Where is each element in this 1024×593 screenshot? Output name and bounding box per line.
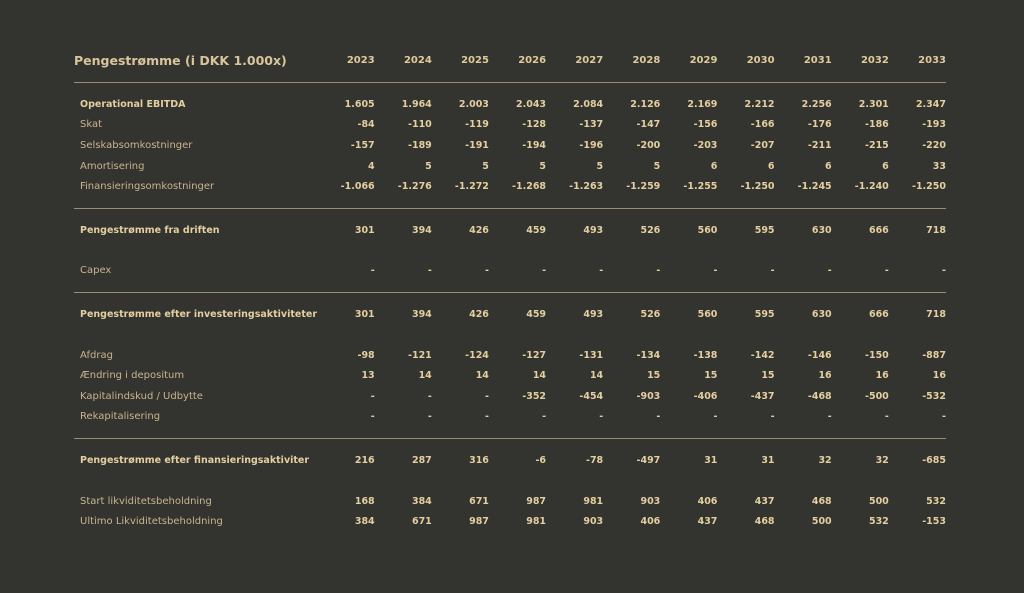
value-cell-2028: 15 — [647, 370, 661, 382]
year-header-2030: 2030 — [717, 48, 774, 83]
value-cell-2026: -1.268 — [512, 181, 547, 193]
value-cell-2031: 32 — [818, 454, 832, 466]
value-cell-2032: 666 — [868, 224, 889, 236]
value-cell-2025: 671 — [469, 495, 489, 507]
value-cell-2032: -1.240 — [854, 181, 889, 193]
value-cell-2028: - — [656, 411, 661, 423]
value-cell-2031: - — [827, 411, 832, 423]
spacer-cell — [74, 281, 946, 293]
section-spacer — [74, 197, 946, 209]
value-cell-2033: -532 — [922, 390, 946, 402]
year-header-2023: 2023 — [318, 48, 375, 83]
value-cell-2025: 426 — [469, 224, 489, 236]
value-cell-2030: 595 — [754, 308, 775, 320]
value-cell-2033: -685 — [922, 454, 946, 466]
value-cell-2033: 718 — [926, 224, 946, 236]
row-label: Ændring i depositum — [80, 370, 185, 382]
value-cell-2031: 468 — [811, 495, 832, 507]
value-cell-2031: 630 — [811, 224, 832, 236]
value-cell-2033: 718 — [926, 308, 946, 320]
value-cell-2025: -191 — [465, 139, 489, 151]
table-row — [74, 176, 946, 197]
spacer-cell — [74, 427, 946, 439]
value-cell-2028: 5 — [653, 160, 661, 172]
value-cell-2030: 595 — [754, 224, 775, 236]
table-row — [74, 304, 946, 325]
table-row — [74, 220, 946, 241]
value-cell-2032: -215 — [865, 139, 889, 151]
value-cell-2032: - — [884, 265, 889, 277]
value-cell-2023: 4 — [368, 160, 375, 172]
value-cell-2026: 2.043 — [515, 98, 547, 110]
value-cell-2033: -193 — [922, 119, 946, 131]
value-cell-2023: -1.066 — [340, 181, 375, 193]
value-cell-2026: -127 — [522, 349, 547, 361]
year-header-2026: 2026 — [489, 48, 546, 83]
table-row — [74, 345, 946, 366]
value-cell-2026: 981 — [526, 516, 547, 528]
value-cell-2028: -903 — [636, 390, 661, 402]
gap-cell — [74, 325, 946, 345]
value-cell-2029: 406 — [697, 495, 718, 507]
value-cell-2031: 500 — [811, 516, 832, 528]
value-cell-2029: 6 — [710, 160, 718, 172]
value-cell-2028: 406 — [640, 516, 661, 528]
value-cell-2023: 168 — [354, 495, 375, 507]
value-cell-2028: -134 — [636, 349, 661, 361]
value-cell-2024: -1.276 — [397, 181, 432, 193]
value-cell-2029: - — [713, 411, 718, 423]
value-cell-2030: -142 — [750, 349, 775, 361]
value-cell-2033: 2.347 — [915, 98, 946, 110]
value-cell-2024: 671 — [411, 516, 432, 528]
value-cell-2026: 987 — [526, 495, 547, 507]
table-row — [74, 386, 946, 407]
value-cell-2025: 987 — [469, 516, 489, 528]
value-cell-2032: 16 — [875, 370, 889, 382]
section-spacer — [74, 83, 946, 95]
section-spacer — [74, 281, 946, 293]
value-cell-2032: 500 — [868, 495, 889, 507]
year-header-2032: 2032 — [832, 48, 889, 83]
spacer-cell — [74, 83, 946, 95]
value-cell-2026: 459 — [526, 308, 547, 320]
value-cell-2025: -119 — [465, 119, 489, 131]
value-cell-2023: 216 — [354, 454, 375, 466]
value-cell-2030: - — [770, 411, 775, 423]
cashflow-table-container — [74, 48, 946, 532]
value-cell-2023: -84 — [357, 119, 375, 131]
value-cell-2026: 459 — [526, 224, 547, 236]
value-cell-2028: 526 — [640, 224, 661, 236]
value-cell-2027: 903 — [583, 516, 604, 528]
value-cell-2030: 31 — [761, 454, 775, 466]
row-label: Selskabsomkostninger — [80, 139, 193, 151]
value-cell-2028: 903 — [640, 495, 661, 507]
year-header-2029: 2029 — [660, 48, 717, 83]
year-header-2025: 2025 — [432, 48, 489, 83]
value-cell-2024: - — [427, 390, 432, 402]
value-cell-2033: 33 — [932, 160, 946, 172]
value-cell-2029: 437 — [697, 516, 718, 528]
value-cell-2025: -124 — [465, 349, 489, 361]
value-cell-2023: 301 — [354, 224, 375, 236]
row-label: Pengestrømme efter finansieringsaktiviter — [80, 454, 310, 466]
value-cell-2029: 560 — [697, 224, 718, 236]
value-cell-2031: -468 — [807, 390, 832, 402]
gap-cell — [74, 241, 946, 261]
value-cell-2033: -153 — [922, 516, 946, 528]
table-body — [74, 83, 946, 532]
gap-cell — [74, 471, 946, 491]
value-cell-2027: 2.084 — [573, 98, 604, 110]
section-spacer — [74, 209, 946, 220]
table-row — [74, 407, 946, 428]
value-cell-2027: - — [599, 411, 604, 423]
value-cell-2024: -121 — [408, 349, 432, 361]
value-cell-2029: -203 — [693, 139, 718, 151]
section-spacer — [74, 439, 946, 450]
row-label: Operational EBITDA — [80, 98, 186, 110]
value-cell-2032: - — [884, 411, 889, 423]
value-cell-2032: 32 — [875, 454, 889, 466]
value-cell-2023: - — [370, 265, 375, 277]
value-cell-2031: -146 — [807, 349, 832, 361]
section-spacer — [74, 293, 946, 304]
value-cell-2023: 13 — [361, 370, 375, 382]
value-cell-2023: 384 — [354, 516, 375, 528]
value-cell-2025: - — [484, 390, 489, 402]
value-cell-2024: 1.964 — [401, 98, 432, 110]
row-label: Afdrag — [80, 349, 113, 361]
row-label: Ultimo Likviditetsbeholdning — [80, 516, 223, 528]
table-row — [74, 511, 946, 532]
value-cell-2029: -1.255 — [683, 181, 718, 193]
table-row — [74, 450, 946, 471]
value-cell-2026: -128 — [522, 119, 547, 131]
value-cell-2024: 14 — [418, 370, 432, 382]
value-cell-2023: 301 — [354, 308, 375, 320]
section-spacer — [74, 427, 946, 439]
row-gap — [74, 471, 946, 491]
value-cell-2027: -196 — [579, 139, 604, 151]
value-cell-2030: -207 — [750, 139, 775, 151]
value-cell-2027: -454 — [579, 390, 604, 402]
value-cell-2026: -352 — [522, 390, 547, 402]
table-row — [74, 261, 946, 282]
value-cell-2031: 16 — [818, 370, 832, 382]
value-cell-2026: -194 — [522, 139, 547, 151]
value-cell-2025: 5 — [482, 160, 489, 172]
value-cell-2033: - — [942, 411, 946, 423]
value-cell-2031: 630 — [811, 308, 832, 320]
value-cell-2024: - — [427, 265, 432, 277]
value-cell-2027: -131 — [579, 349, 604, 361]
value-cell-2028: -1.259 — [626, 181, 661, 193]
value-cell-2024: 5 — [425, 160, 432, 172]
value-cell-2032: 2.301 — [858, 98, 889, 110]
value-cell-2031: -1.245 — [797, 181, 832, 193]
value-cell-2031: -211 — [807, 139, 832, 151]
value-cell-2028: 2.126 — [630, 98, 661, 110]
value-cell-2032: -150 — [865, 349, 889, 361]
value-cell-2029: 2.169 — [687, 98, 718, 110]
value-cell-2033: 532 — [926, 495, 946, 507]
value-cell-2025: 14 — [475, 370, 489, 382]
value-cell-2030: -1.250 — [740, 181, 775, 193]
value-cell-2027: 981 — [583, 495, 604, 507]
value-cell-2029: -138 — [693, 349, 718, 361]
value-cell-2032: 532 — [868, 516, 889, 528]
value-cell-2027: 14 — [589, 370, 604, 382]
row-label: Pengestrømme fra driften — [80, 224, 220, 236]
value-cell-2023: -157 — [350, 139, 375, 151]
table-row — [74, 156, 946, 177]
value-cell-2030: 15 — [761, 370, 775, 382]
value-cell-2032: -500 — [865, 390, 889, 402]
value-cell-2024: 287 — [411, 454, 432, 466]
value-cell-2024: -110 — [408, 119, 432, 131]
value-cell-2032: -186 — [865, 119, 889, 131]
value-cell-2029: -406 — [693, 390, 718, 402]
value-cell-2028: -497 — [636, 454, 661, 466]
value-cell-2026: 14 — [532, 370, 547, 382]
table-row — [74, 365, 946, 386]
row-label: Kapitalindskud / Udbytte — [80, 390, 203, 402]
year-header-2027: 2027 — [546, 48, 603, 83]
value-cell-2032: 666 — [868, 308, 889, 320]
value-cell-2028: -147 — [636, 119, 661, 131]
value-cell-2025: 426 — [469, 308, 489, 320]
spacer-cell — [74, 197, 946, 209]
year-header-2031: 2031 — [775, 48, 832, 83]
value-cell-2030: 437 — [754, 495, 775, 507]
spacer-cell — [74, 439, 946, 450]
value-cell-2026: -6 — [535, 454, 547, 466]
value-cell-2026: 5 — [539, 160, 547, 172]
table-title: Pengestrømme (i DKK 1.000x) — [74, 48, 318, 83]
value-cell-2030: 6 — [767, 160, 775, 172]
value-cell-2027: -1.263 — [569, 181, 604, 193]
value-cell-2023: -98 — [357, 349, 375, 361]
value-cell-2028: -200 — [636, 139, 661, 151]
row-gap — [74, 241, 946, 261]
value-cell-2029: -156 — [693, 119, 718, 131]
value-cell-2033: - — [942, 265, 946, 277]
row-label: Skat — [80, 119, 103, 131]
table-row — [74, 115, 946, 136]
table-row — [74, 135, 946, 156]
value-cell-2025: 316 — [469, 454, 489, 466]
year-header-2033: 2033 — [889, 48, 946, 83]
row-label: Finansieringsomkostninger — [80, 181, 215, 193]
value-cell-2033: -220 — [922, 139, 946, 151]
value-cell-2033: -887 — [922, 349, 946, 361]
value-cell-2023: - — [370, 390, 375, 402]
value-cell-2033: 16 — [932, 370, 946, 382]
value-cell-2027: 493 — [583, 224, 604, 236]
value-cell-2023: 1.605 — [344, 98, 375, 110]
spacer-cell — [74, 209, 946, 220]
row-label: Capex — [80, 265, 112, 277]
value-cell-2025: -1.272 — [454, 181, 489, 193]
value-cell-2029: 15 — [704, 370, 718, 382]
table-row — [74, 94, 946, 115]
value-cell-2027: - — [599, 265, 604, 277]
value-cell-2024: -189 — [408, 139, 432, 151]
row-label: Start likviditetsbeholdning — [80, 495, 212, 507]
value-cell-2024: 394 — [411, 308, 432, 320]
value-cell-2028: - — [656, 265, 661, 277]
row-label: Amortisering — [80, 160, 145, 172]
value-cell-2030: -166 — [750, 119, 775, 131]
cashflow-table — [74, 48, 946, 532]
value-cell-2031: 2.256 — [801, 98, 832, 110]
value-cell-2024: 394 — [411, 224, 432, 236]
table-header-row — [74, 48, 946, 83]
value-cell-2030: - — [770, 265, 775, 277]
value-cell-2025: - — [484, 411, 489, 423]
row-label: Rekapitalisering — [80, 411, 161, 423]
row-gap — [74, 325, 946, 345]
value-cell-2025: - — [484, 265, 489, 277]
value-cell-2031: - — [827, 265, 832, 277]
value-cell-2026: - — [542, 411, 547, 423]
value-cell-2029: - — [713, 265, 718, 277]
value-cell-2027: -137 — [579, 119, 604, 131]
value-cell-2032: 6 — [882, 160, 889, 172]
row-label: Pengestrømme efter investeringsaktiviteter — [80, 308, 318, 320]
year-header-2024: 2024 — [375, 48, 432, 83]
value-cell-2027: 5 — [596, 160, 604, 172]
value-cell-2030: 2.212 — [744, 98, 775, 110]
value-cell-2031: 6 — [825, 160, 832, 172]
value-cell-2030: 468 — [754, 516, 775, 528]
value-cell-2024: 384 — [411, 495, 432, 507]
value-cell-2026: - — [542, 265, 547, 277]
value-cell-2029: 31 — [704, 454, 718, 466]
value-cell-2024: - — [427, 411, 432, 423]
value-cell-2031: -176 — [807, 119, 832, 131]
value-cell-2023: - — [370, 411, 375, 423]
value-cell-2027: 493 — [583, 308, 604, 320]
spacer-cell — [74, 293, 946, 304]
year-header-2028: 2028 — [603, 48, 660, 83]
value-cell-2027: -78 — [586, 454, 604, 466]
value-cell-2033: -1.250 — [912, 181, 946, 193]
value-cell-2028: 526 — [640, 308, 661, 320]
value-cell-2030: -437 — [750, 390, 775, 402]
table-row — [74, 491, 946, 512]
value-cell-2029: 560 — [697, 308, 718, 320]
value-cell-2025: 2.003 — [458, 98, 489, 110]
